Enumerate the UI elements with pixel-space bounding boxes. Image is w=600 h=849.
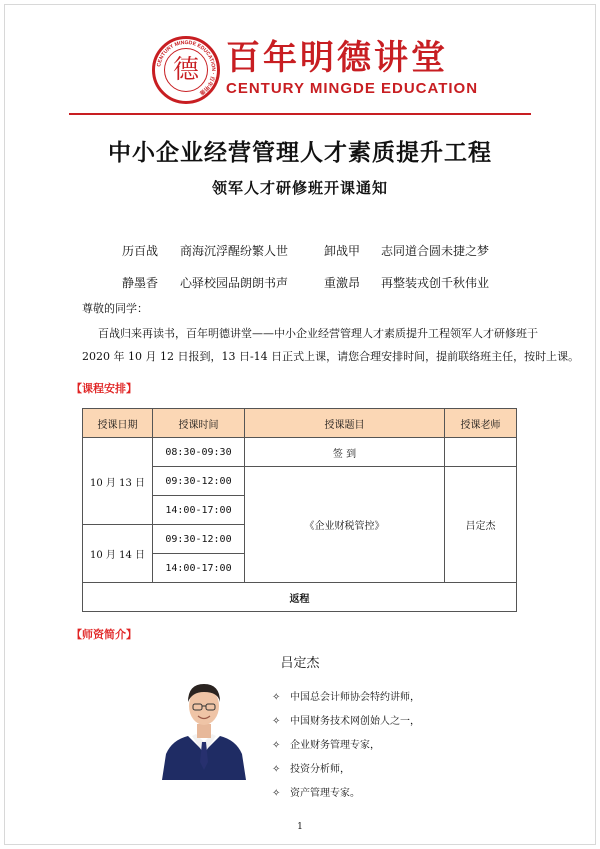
poem-line-2-b: 心驿校园品朗朗书声 [180,276,289,290]
header-divider [69,113,531,115]
teacher-name: 吕定杰 [280,656,320,671]
bullet-icon: ✧ [272,764,281,775]
bio-item: ✧ 中国财务技术网创始人之一， [272,716,420,727]
time-cell: 09:30-12:00 [153,467,245,496]
brand-emblem-icon [152,36,220,104]
brand-name-cn: 百年明德讲堂 [226,38,448,78]
svg-text:CENTURY MINGDE EDUCATION · 百年明: CENTURY MINGDE EDUCATION · 百年明德 [156,39,217,96]
bio-item: ✧ 企业财务管理专家， [272,740,380,751]
schedule-table [82,408,517,612]
bullet-icon: ✧ [272,788,281,799]
faculty-section-label: 【师资简介】 [71,628,137,641]
poem-line-1-c: 卸战甲 [324,244,361,258]
schedule-section-label: 【课程安排】 [71,382,137,395]
header-teacher: 授课老师 [445,409,517,438]
teacher-photo [158,662,250,780]
bullet-icon: ✧ [272,716,281,727]
bullet-icon: ✧ [272,740,281,751]
time-cell: 08:30-09:30 [153,438,245,467]
poem-line-1-a: 历百战 [122,244,159,258]
closing-cell: 返程 [83,583,517,612]
checkin-cell: 签 到 [245,438,445,467]
course-cell: 《企业财税管控》 [245,467,445,583]
day-2-cell: 10 月 14 日 [83,525,153,583]
document-title: 中小企业经营管理人才素质提升工程 [108,140,492,166]
time-cell: 14:00-17:00 [153,496,245,525]
body-paragraph-line-1: 百战归来再读书，百年明德讲堂——中小企业经营管理人才素质提升工程领军人才研修班于 [98,327,538,340]
brand-name-en: CENTURY MINGDE EDUCATION [226,80,479,97]
poem-line-2-c: 重激昂 [324,276,361,290]
table-header-row [83,409,517,438]
poem-line-1-b: 商海沉浮醒纷繁人世 [180,244,289,258]
bio-item: ✧ 中国总会计师协会特约讲师， [272,692,420,703]
document-subtitle: 领军人才研修班开课通知 [211,179,388,197]
bio-item: ✧ 投资分析师， [272,764,350,775]
header-date: 授课日期 [83,409,153,438]
poem-line-2-d: 再整装戎创千秋伟业 [381,276,490,290]
table-row [83,438,517,467]
empty-teacher-cell [445,438,517,467]
bullet-icon: ✧ [272,692,281,703]
day-1-cell: 10 月 13 日 [83,438,153,525]
poem-line-1-d: 志同道合圆未捷之梦 [381,244,490,258]
header-time: 授课时间 [153,409,245,438]
time-cell: 09:30-12:00 [153,525,245,554]
bio-item: ✧ 资产管理专家。 [272,788,360,799]
teacher-cell: 吕定杰 [445,467,517,583]
greeting: 尊敬的同学： [82,302,148,315]
table-row [83,583,517,612]
poem-line-2-a: 静墨香 [122,276,159,290]
header-topic: 授课题目 [245,409,445,438]
brand-emblem-char: 德 [164,48,208,92]
body-paragraph-line-2: 2020 年 10 月 12 日报到，13 日-14 日正式上课，请您合理安排时间，提前联络班主任，按时上课。 [82,350,580,363]
time-cell: 14:00-17:00 [153,554,245,583]
page-number: 1 [297,822,303,832]
